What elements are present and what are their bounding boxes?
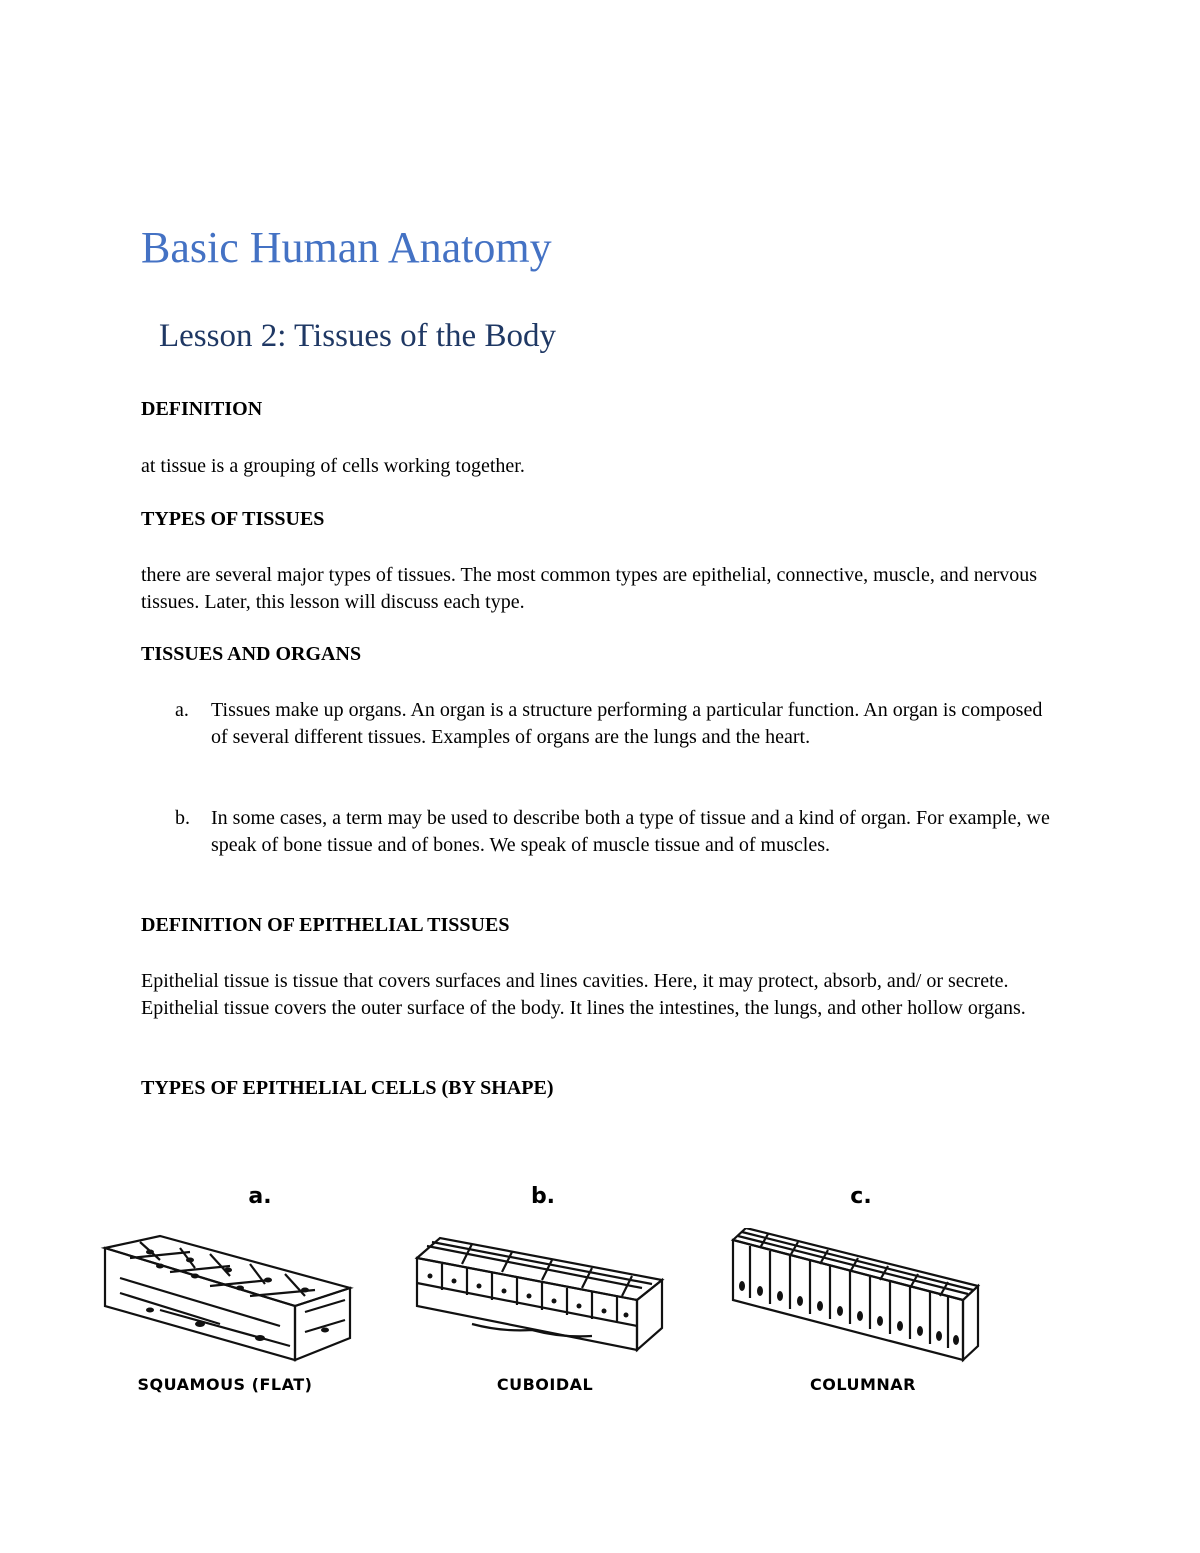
epithelial-text: Epithelial tissue is tissue that covers surfaces and lines cavities. Here, it may protect, absorb, and/ or secrete. Epithelial tissue covers the outer surface of the body. It lines the intestines, the lungs, and other hollow organs.: [141, 970, 1026, 1019]
figure-caption: CUBOIDAL: [496, 1375, 594, 1394]
lesson-subtitle: Lesson 2: Tissues of the Body: [159, 318, 556, 354]
document-title: Basic Human Anatomy: [141, 223, 552, 272]
list-marker: b.: [175, 807, 190, 829]
organs-heading: TISSUES AND ORGANS: [141, 643, 362, 665]
definition-text: at tissue is a grouping of cells working together.: [141, 455, 525, 477]
types-heading: TYPES OF TISSUES: [141, 508, 325, 530]
figure-letter: c.: [850, 1184, 872, 1209]
figure-panel-columnar: [728, 1180, 1018, 1410]
epithelial-cell-figure: [100, 1180, 1000, 1410]
list-marker: a.: [175, 699, 189, 721]
epithelial-heading: DEFINITION OF EPITHELIAL TISSUES: [141, 914, 510, 936]
figure-caption: COLUMNAR: [810, 1375, 916, 1394]
figure-panel-cuboidal: [412, 1180, 702, 1410]
list-item-text: Tissues make up organs. An organ is a structure performing a particular function. An organ is composed of several different tissues. Examples of organs are the lungs and the heart.: [211, 699, 1043, 748]
squamous-epithelium-icon: [100, 1228, 360, 1368]
figure-caption: SQUAMOUS (FLAT): [137, 1375, 313, 1394]
cells-heading: TYPES OF EPITHELIAL CELLS (BY SHAPE): [141, 1077, 554, 1099]
types-text: there are several major types of tissues. The most common types are epithelial, connective, muscle, and nervous tissues. Later, this lesson will discuss each type.: [141, 564, 1038, 613]
definition-heading: DEFINITION: [141, 398, 263, 420]
list-item-text: In some cases, a term may be used to describe both a type of tissue and a kind of organ. For example, we speak of bone tissue and of bones. We speak of muscle tissue and of muscles.: [211, 807, 1050, 856]
columnar-epithelium-icon: [728, 1228, 988, 1368]
figure-panel-squamous: [100, 1180, 390, 1410]
figure-letter: a.: [248, 1184, 272, 1209]
figure-letter: b.: [530, 1184, 556, 1209]
cuboidal-epithelium-icon: [412, 1228, 672, 1368]
